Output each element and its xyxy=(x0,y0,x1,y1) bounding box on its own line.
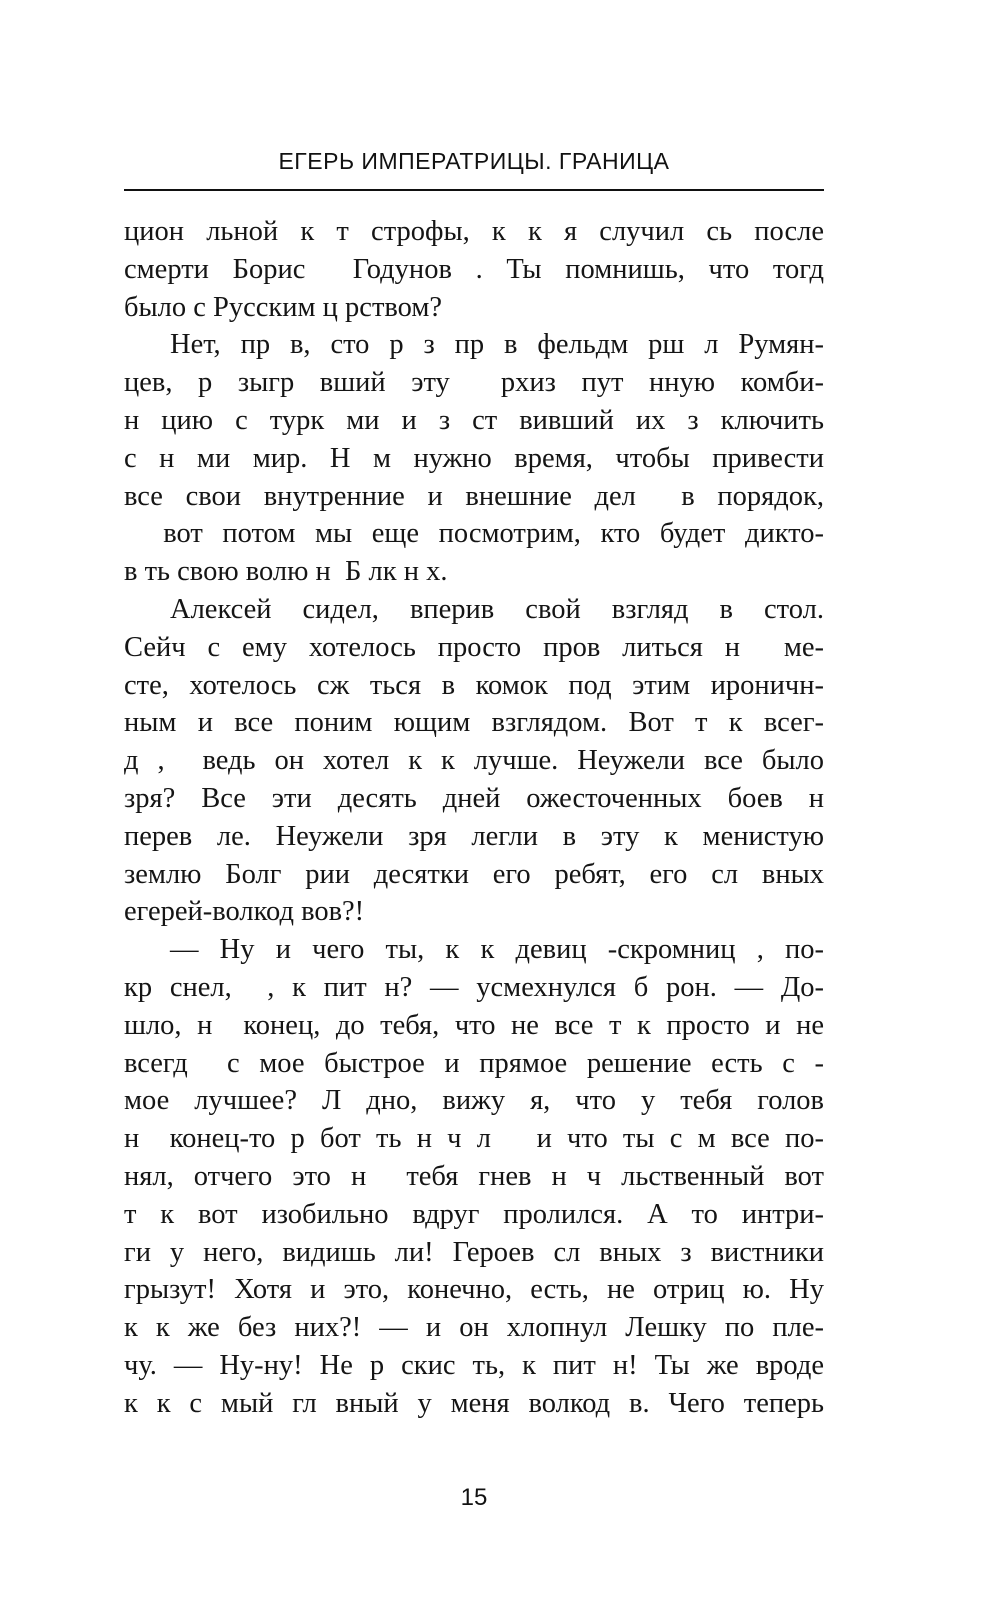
text-line: смерти Борис Годунов . Ты помнишь, что тогд xyxy=(124,253,824,285)
text-line: в ть свою волю н Б лк н х. xyxy=(124,556,448,588)
text-line: цев, р зыгр вший эту рхиз пут нную комби- xyxy=(124,367,824,399)
text-line: Нет, пр в, сто р з пр в фельдм рш л Румян- xyxy=(170,329,824,361)
text-line: к к с мый гл вный у меня волкод в. Чего теперь xyxy=(124,1387,824,1419)
text-line: ным и все поним ющим взглядом. Вот т к всег- xyxy=(124,707,824,739)
text-line: т к вот изобильно вдруг пролился. А то интри- xyxy=(124,1198,824,1230)
text-line: д , ведь он хотел к к лучше. Неужели все было xyxy=(124,745,824,777)
text-line: н конец-то р бот ть н ч л и что ты с м все по- xyxy=(124,1123,824,1155)
text-line: н цию с турк ми и з ст вивший их з ключить xyxy=(124,404,824,436)
page-number: 15 xyxy=(460,1484,488,1511)
text-line: Алексей сидел, вперив свой взгляд в стол. xyxy=(170,593,824,625)
body-text xyxy=(124,213,824,1423)
text-line: было с Русским ц рством? xyxy=(124,291,443,323)
header-rule xyxy=(124,189,824,191)
text-line: зря? Все эти десять дней ожесточенных боев н xyxy=(124,782,824,814)
text-line: ги у него, видишь ли! Героев сл вных з вистники xyxy=(124,1236,824,1268)
text-line: вот потом мы еще посмотрим, кто будет дикто- xyxy=(124,518,824,550)
text-line: сте, хотелось сж ться в комок под этим ироничн- xyxy=(124,669,824,701)
text-line: перев ле. Неужели зря легли в эту к менистую xyxy=(124,820,824,852)
text-line: всегд с мое быстрое и прямое решение есть с - xyxy=(124,1047,824,1079)
text-line: к к же без них?! — и он хлопнул Лешку по пле- xyxy=(124,1312,824,1344)
text-line: шло, н конец, до тебя, что не все т к просто и не xyxy=(124,1009,824,1041)
text-line: Сейч с ему хотелось просто пров литься н ме- xyxy=(124,631,824,663)
text-line: — Ну и чего ты, к к девиц -скромниц , по- xyxy=(170,934,824,966)
running-head-title: ЕГЕРЬ ИМПЕРАТРИЦЫ. ГРАНИЦА xyxy=(278,148,670,174)
text-line: цион льной к т строфы, к к я случил сь после xyxy=(124,216,824,247)
text-line: кр снел, , к пит н? — усмехнулся б рон. — До- xyxy=(124,971,824,1003)
text-line: нял, отчего это н тебя гнев н ч льственный вот xyxy=(124,1160,824,1192)
text-line: чу. — Ну-ну! Не р скис ть, к пит н! Ты же вроде xyxy=(124,1349,824,1381)
text-line: мое лучшее? Л дно, вижу я, что у тебя голов xyxy=(124,1085,824,1117)
text-line: землю Болг рии десятки его ребят, его сл вных xyxy=(124,858,824,890)
text-line: все свои внутренние и внешние дел в порядок, xyxy=(124,480,824,512)
text-line: егерей-волкод вов?! xyxy=(124,896,365,928)
text-line: с н ми мир. Н м нужно время, чтобы привести xyxy=(124,442,824,474)
text-line: грызут! Хотя и это, конечно, есть, не отриц ю. Ну xyxy=(124,1274,824,1306)
